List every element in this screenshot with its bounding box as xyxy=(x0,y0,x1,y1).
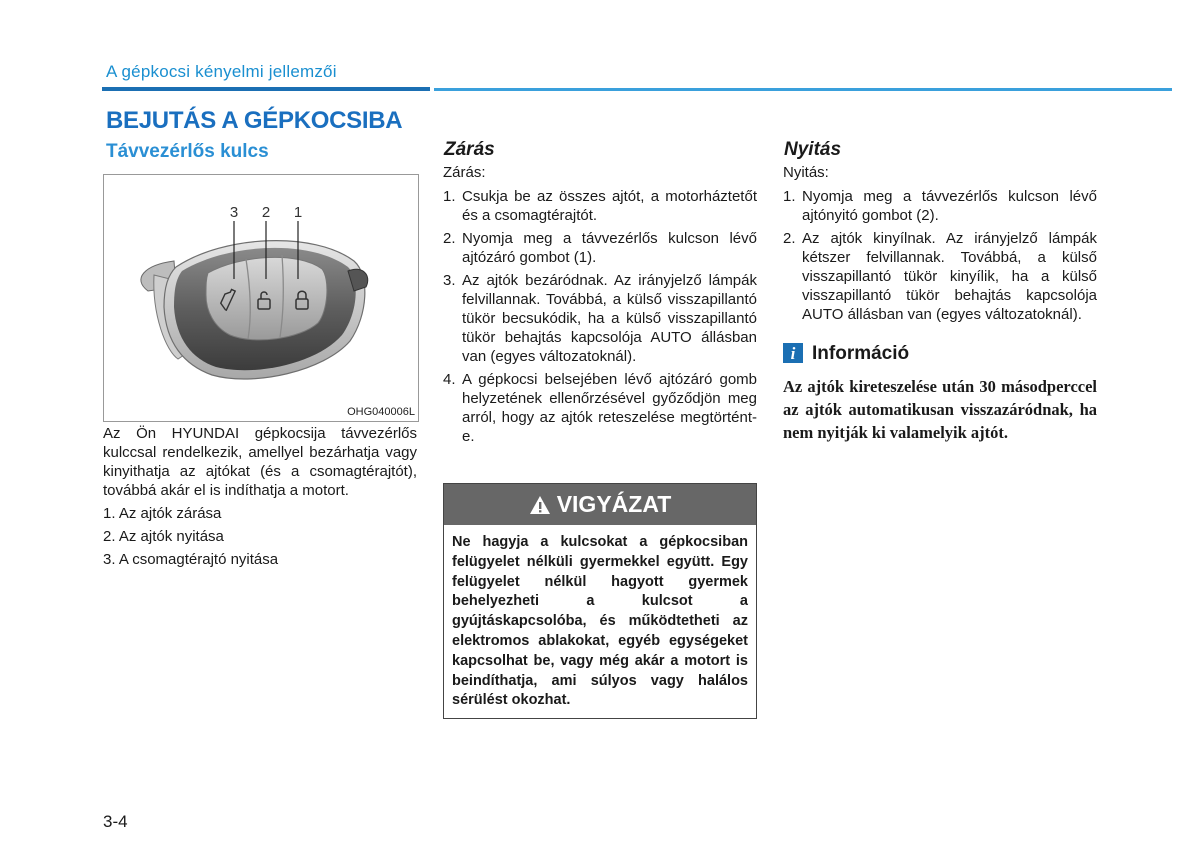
info-header xyxy=(783,343,1097,363)
step-number: 1. xyxy=(443,188,456,205)
step-text: Az ajtók kinyílnak. Az irányjelző lámpák kétszer felvillannak. Továbbá, a külső visszapillantó tükör kinyílik, ha a külső visszapillantó tükör behajtás kapcsolója AUTO állásban van (egyes változatoknál). xyxy=(802,230,1097,323)
list-item xyxy=(783,187,1097,225)
step-number: 3. xyxy=(443,272,456,289)
locking-steps xyxy=(443,187,757,446)
smart-key-illustration xyxy=(104,175,418,421)
intro-column xyxy=(103,424,417,573)
info-title: Információ xyxy=(812,342,910,364)
page-title: BEJUTÁS A GÉPKOCSIBA xyxy=(106,107,403,134)
list-item xyxy=(443,271,757,366)
warning-triangle-icon xyxy=(529,495,551,515)
section-subtitle: Távvezérlős kulcs xyxy=(106,141,269,162)
step-text: Nyomja meg a távvezérlős kulcson lévő ajtónyitó gombot (2). xyxy=(802,188,1097,224)
unlocking-label: Nyitás: xyxy=(783,164,829,181)
warning-box xyxy=(443,483,757,719)
step-text: A gépkocsi belsejében lévő ajtózáró gomb helyzetének ellenőrzésével győződjön meg arról, hogy az ajtók reteszelése megtörtént-e. xyxy=(462,371,757,445)
list-item: 1. Az ajtók zárása xyxy=(103,505,222,522)
list-item xyxy=(443,370,757,446)
locking-column xyxy=(443,140,757,450)
step-text: Nyomja meg a távvezérlős kulcson lévő ajtózáró gombot (1). xyxy=(462,230,757,266)
function-list xyxy=(103,504,417,569)
callout-3: 3 xyxy=(229,204,239,221)
step-text: Csukja be az összes ajtót, a motorháztetőt és a csomagtérajtót. xyxy=(462,188,757,224)
locking-heading: Zárás xyxy=(444,139,495,160)
step-number: 1. xyxy=(783,188,796,205)
header-rule-light xyxy=(434,88,1172,91)
page-number: 3-4 xyxy=(103,812,128,831)
list-item xyxy=(443,187,757,225)
warning-title: VIGYÁZAT xyxy=(556,491,672,517)
warning-header xyxy=(444,484,756,525)
step-number: 4. xyxy=(443,371,456,388)
figure-code: OHG040006L xyxy=(347,406,415,418)
unlocking-column xyxy=(783,140,1097,444)
unlocking-heading: Nyitás xyxy=(784,139,842,160)
step-number: 2. xyxy=(783,230,796,247)
section-label: A gépkocsi kényelmi jellemzői xyxy=(106,62,337,81)
step-number: 2. xyxy=(443,230,456,247)
list-item: 2. Az ajtók nyitása xyxy=(103,528,224,545)
info-text: Az ajtók kireteszelése után 30 másodperccel az ajtók automatikusan visszazáródnak, ha nem nyitják ki valamelyik ajtót. xyxy=(783,377,1097,442)
callout-2: 2 xyxy=(261,204,271,221)
header-rule-dark xyxy=(102,87,430,91)
list-item xyxy=(783,229,1097,324)
intro-paragraph: Az Ön HYUNDAI gépkocsija távvezérlős kulccsal rendelkezik, amellyel bezárhatja vagy kinyithatja az ajtókat (és a csomagtérajtót), továbbá akár el is indíthatja a motort. xyxy=(103,425,417,499)
callout-1: 1 xyxy=(293,204,303,221)
step-text: Az ajtók bezáródnak. Az irányjelző lámpák felvillannak. Továbbá, a külső visszapillantó tükör becsukódik, ha a külső visszapillantó tükör behajtás kapcsolója AUTO állásban van (egyes változatoknál). xyxy=(462,272,757,365)
info-icon: i xyxy=(783,343,803,363)
smart-key-figure xyxy=(103,174,419,422)
list-item xyxy=(443,229,757,267)
list-item: 3. A csomagtérajtó nyitása xyxy=(103,551,279,568)
unlocking-steps xyxy=(783,187,1097,324)
locking-label: Zárás: xyxy=(443,164,486,181)
warning-text: Ne hagyja a kulcsokat a gépkocsiban felügyelet nélküli gyermekkel együtt. Egy felügyelet nélkül hagyott gyermek behelyezheti a kulcsot a gyújtáskapcsolóba, és működtetheti az elektromos ablakokat, egyéb egységeket kapcsolhat be, vagy még akár a motort is beindíthatja, ami súlyos vagy halálos sérülést okozhat. xyxy=(452,534,748,709)
